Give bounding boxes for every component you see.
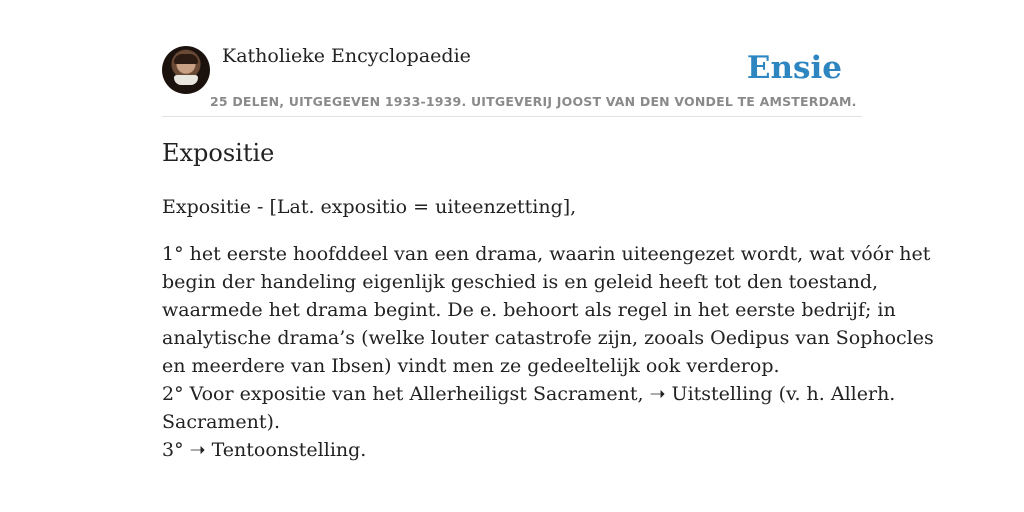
body-line-6 [162, 380, 896, 408]
body-line-5: en meerdere van Ibsen) vindt men ze gedeeltelijk ook verderop. [162, 355, 780, 377]
body-line-4: analytische drama’s (welke louter catastrofe zijn, zooals Oedipus van Sophocles [162, 327, 934, 349]
brand-logo-link[interactable]: Ensie [746, 50, 842, 86]
arrow-right-icon[interactable]: ➝ [189, 439, 206, 461]
site-header [162, 0, 862, 117]
body-line-8 [162, 436, 862, 464]
body-line-3: waarmede het drama begint. De e. behoort als regel in het eerste bedrijf; in [162, 299, 896, 321]
uitstelling-link[interactable]: Uitstelling (v. h. Allerh. [665, 383, 896, 405]
avatar-hair [174, 54, 198, 64]
article-body [162, 240, 934, 464]
tentoonstelling-link[interactable]: Tentoonstelling. [205, 439, 367, 461]
article-lead: Expositie - [Lat. expositio = uiteenzetting], [162, 196, 577, 218]
body-line-1: 1° het eerste hoofddeel van een drama, waarin uiteengezet wordt, wat vóór het [162, 243, 931, 265]
portrait-avatar-icon[interactable] [162, 46, 210, 94]
avatar-collar [174, 75, 198, 85]
item-3-prefix: 3° [162, 439, 190, 461]
arrow-right-icon[interactable]: ➝ [649, 383, 666, 405]
site-subtitle: 25 DELEN, UITGEGEVEN 1933-1939. UITGEVERIJ JOOST VAN DEN VONDEL TE AMSTERDAM. [210, 94, 857, 109]
body-line-2: begin der handeling eigenlijk geschied is en geleid heeft tot den toestand, [162, 271, 879, 293]
page-container [162, 0, 934, 512]
article-title: Expositie [162, 139, 275, 167]
item-2-prefix: 2° Voor expositie van het Allerheiligst Sacrament, [162, 383, 650, 405]
site-title-link[interactable]: Katholieke Encyclopaedie [222, 45, 471, 67]
body-line-7: Sacrament). [162, 411, 280, 433]
